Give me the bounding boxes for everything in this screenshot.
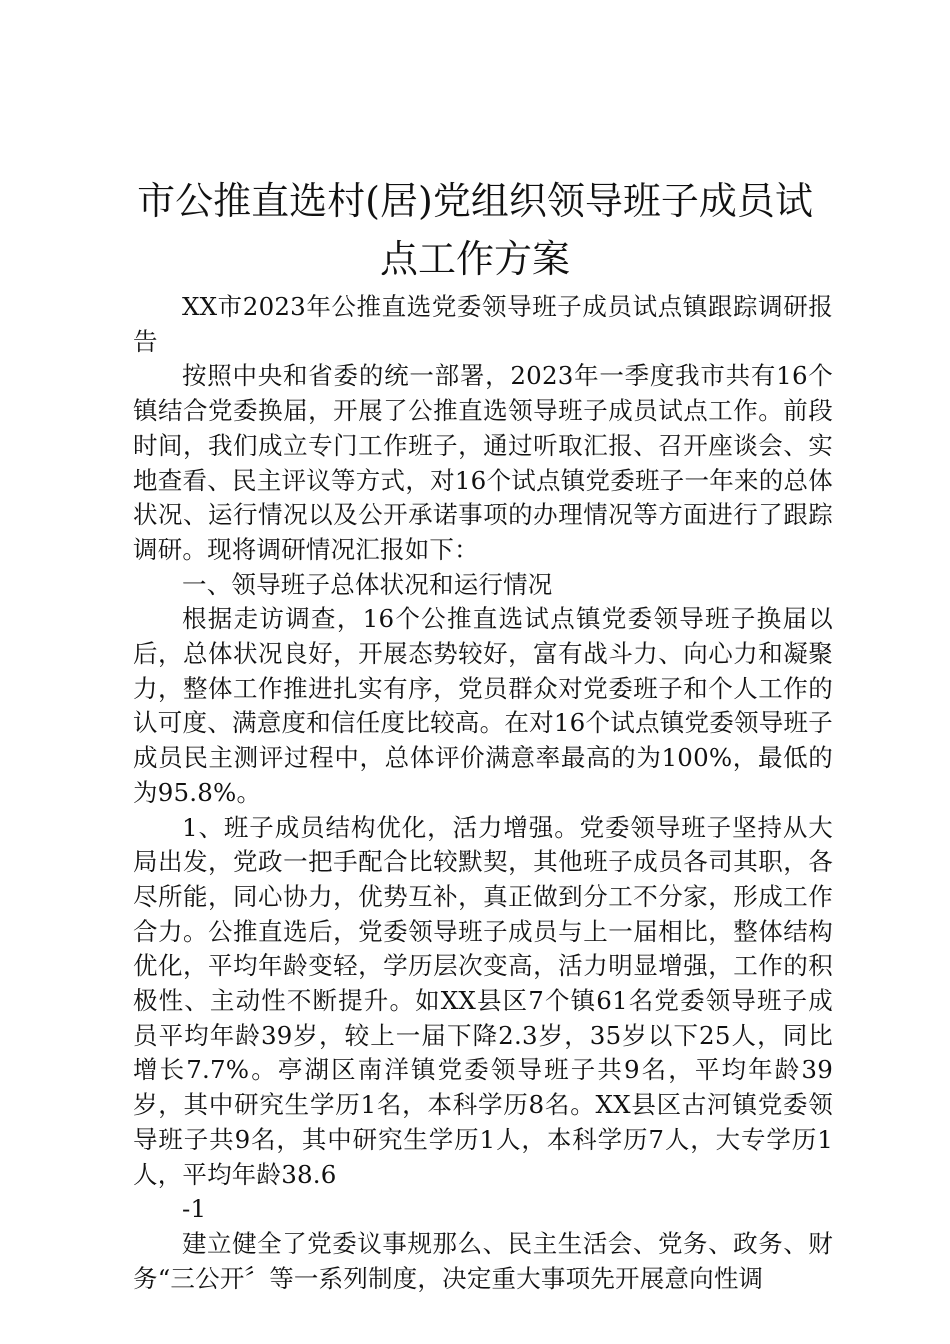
rules-paragraph: 建立健全了党委议事规那么、民主生活会、党务、政务、财务“三公开〞等一系列制度，决定重大事项先开展意向性调 bbox=[133, 1228, 833, 1293]
overview-paragraph: 根据走访调查，16个公推直选试点镇党委领导班子换届以后，总体状况良好，开展态势较好，富有战斗力、向心力和凝聚力，整体工作推进扎实有序，党员群众对党委班子和个人工作的认可度、满意度和信任度比较高。在对16个试点镇党委领导班子成员民主测评过程中，总体评价满意率最高的为100%，最低的为95.8%。 bbox=[133, 604, 833, 807]
intro-paragraph: 按照中央和省委的统一部署，2023年一季度我市共有16个镇结合党委换届，开展了公推直选领导班子成员试点工作。前段时间，我们成立专门工作班子，通过听取汇报、召开座谈会、实地查看、民主评议等方式，对16个试点镇党委班子一年来的总体状况、运行情况以及公开承诺事项的办理情况等方面进行了跟踪调研。现将调研情况汇报如下： bbox=[133, 361, 833, 564]
page-number: -1 bbox=[182, 1194, 207, 1224]
document-body bbox=[133, 290, 833, 1296]
report-subtitle-paragraph: XX市2023年公推直选党委领导班子成员试点镇跟踪调研报告 bbox=[133, 292, 833, 356]
structure-paragraph: 1、班子成员结构优化，活力增强。党委领导班子坚持从大局出发，党政一把手配合比较默契，其他班子成员各司其职，各尽所能，同心协力，优势互补，真正做到分工不分家，形成工作合力。公推直选后，党委领导班子成员与上一届相比，整体结构优化，平均年龄变轻，学历层次变高，活力明显增强，工作的积极性、主动性不断提升。如XX县区7个镇61名党委领导班子成员平均年龄39岁，较上一届下降2.3岁，35岁以下25人，同比增长7.7%。亭湖区南洋镇党委领导班子共9名，平均年龄39岁，其中研究生学历1名，本科学历8名。XX县区古河镇党委领导班子共9名，其中研究生学历1人，本科学历7人，大专学历1人，平均年龄38.6 bbox=[133, 812, 833, 1189]
document-title: 市公推直选村(居)党组织领导班子成员试点工作方案 bbox=[137, 179, 813, 281]
section-heading: 一、领导班子总体状况和运行情况 bbox=[182, 569, 553, 599]
